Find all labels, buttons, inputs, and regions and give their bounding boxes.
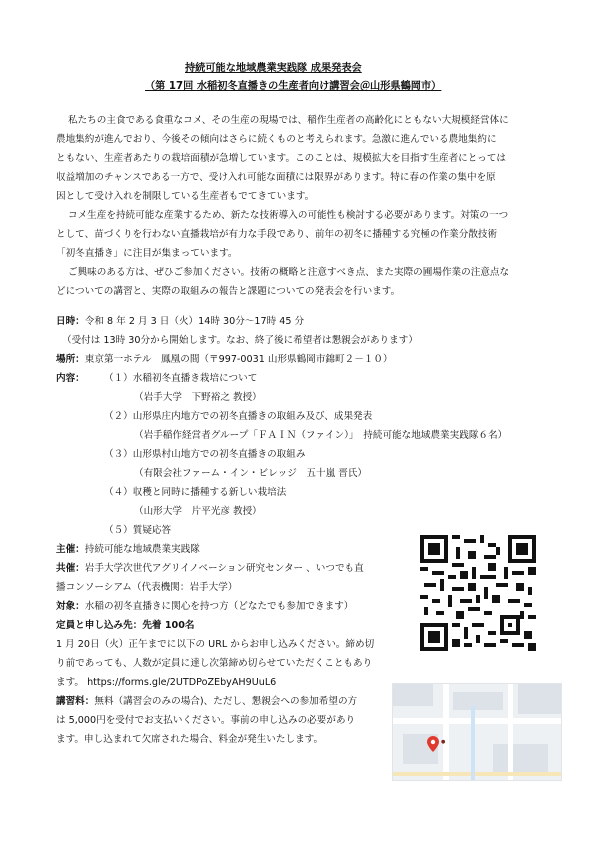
venue-value: 東京第一ホテル 鳳凰の間（〒997-0031 山形県鶴岡市錦町２－１０） <box>84 354 393 365</box>
fee-label: 講習料： <box>56 696 95 707</box>
page-title: 持続可能な地域農業実践隊 成果発表会 <box>185 63 362 74</box>
fee-row <box>56 693 357 707</box>
datetime-label: 日時： <box>56 316 85 327</box>
intro-line: 農地集約が進んでおり、今後その傾向はさらに続くものと考えられます。急激に進んでいる農地集約に <box>56 134 497 145</box>
program-item-title: （１）水稲初冬直播き栽培について <box>104 373 258 384</box>
intro-line: 収益増加のチャンスである一方で、受け入れ可能な面積には限界があります。特に春の作業の集中を原 <box>56 172 496 183</box>
qr-code-icon[interactable] <box>420 535 536 651</box>
cosponsor-line2: 播コンソーシアム（代表機関：岩手大学） <box>56 582 238 593</box>
cosponsor-value: 岩手大学次世代アグリイノベーション研究センター 、いつでも直 <box>84 563 364 574</box>
page-subtitle: （第 17回 水稲初冬直播きの生産者向け講習会＠山形県鶴岡市） <box>145 81 442 92</box>
program-item-detail: （山形大学 片平光彦 教授） <box>134 506 262 517</box>
fee-line: は 5,000円を受付でお支払いください。事前の申し込みの必要があり <box>56 715 356 726</box>
program-item-title: （５）質疑応答 <box>104 525 172 536</box>
map-icon[interactable] <box>392 683 562 781</box>
capacity-heading: 定員と申し込み先：先着 100名 <box>56 620 195 631</box>
intro-line: 因として受け入れを制限している生産者もでてきています。 <box>56 191 315 202</box>
map-block <box>453 692 503 710</box>
map-block <box>518 684 561 714</box>
fee-line: ます。申し込まれて欠席された場合、料金が発生いたします。 <box>56 734 324 745</box>
intro-line: どについての講習と、実際の取組みの報告と課題についての発表会を行います。 <box>56 286 401 297</box>
program-item-title: （３）山形県村山地方での初冬直播きの取組み <box>104 449 306 460</box>
map-road <box>393 718 561 724</box>
venue-row <box>56 351 393 365</box>
program-item-detail: （有限会社ファーム・イン・ビレッジ 五十嵐 晋氏） <box>134 468 368 479</box>
intro-line: 「初冬直播き」に注目が集まっています。 <box>56 248 238 259</box>
program-item-detail: （岩手大学 下野裕之 教授） <box>134 392 262 403</box>
map-road <box>393 772 561 776</box>
target-value: 水稲の初冬直播きに関心を持つ方（どなたでも参加できます） <box>84 601 354 612</box>
target-row <box>56 598 353 612</box>
target-label: 対象： <box>56 601 85 612</box>
content-label: 内容： <box>56 373 85 384</box>
intro-line: コメ生産を持続可能な産業するため、新たな技術導入の可能性も検討する必要があります。対策の一つ <box>68 210 509 221</box>
map-place-marker: ● <box>441 739 446 745</box>
intro-line: 私たちの主食である食重なコメ、その生産の現場では、稲作生産者の高齢化にともない大規模経営体に <box>68 115 509 126</box>
apply-line: り前であっても、人数が定員に達し次第締め切らせていただくこともあり <box>56 658 373 669</box>
organizer-value: 持続可能な地域農業実践隊 <box>84 544 200 555</box>
fee-value: 無料（講習会のみの場合)、ただし、懇親会への参加希望の方 <box>94 696 358 707</box>
map-road <box>508 684 513 780</box>
map-river <box>471 706 475 780</box>
cosponsor-row <box>56 560 364 574</box>
cosponsor-label: 共催： <box>56 563 85 574</box>
program-item-title: （４）収穫と同時に播種する新しい栽培法 <box>104 487 287 498</box>
datetime-row <box>56 313 304 327</box>
map-block <box>393 684 433 706</box>
apply-url-line[interactable]: ます。 https://forms.gle/2UTDPoZEbyAH9UuL6 <box>56 677 277 688</box>
reception-note: （受付は 13時 30分から開始します。なお、終了後に希望者は懇親会があります） <box>62 335 418 346</box>
venue-label: 場所： <box>56 354 85 365</box>
intro-line: ともない、生産者あたりの栽培面積が急増しています。このことは、規模拡大を目指す生産者にとっては <box>56 153 506 164</box>
apply-line: 1 月 20日（火）正午までに以下の URL からお申し込みください。締め切 <box>56 639 375 650</box>
organizer-row <box>56 541 200 555</box>
organizer-label: 主催： <box>56 544 85 555</box>
datetime-value: 令和 8 年 2 月 3 日（火）14時 30分～17時 45 分 <box>84 316 305 327</box>
program-item-title: （２）山形県庄内地方での初冬直播きの取組み及び、成果発表 <box>104 411 373 422</box>
program-item-detail: （岩手稲作経営者グループ「ＦＡＩＮ（ファイン）」 持続可能な地域農業実践隊６名） <box>134 430 508 441</box>
map-road <box>443 684 449 780</box>
map-block <box>493 744 548 772</box>
map-pin-icon <box>427 736 439 755</box>
intro-line: ご興味のある方は、ぜひご参加ください。技術の概略と注意すべき点、また実際の圃場作業の注意点な <box>68 267 510 278</box>
intro-line: として、苗づくりを行わない直播栽培が有力な手段であり、前年の初冬に播種する究極の作業分散技術 <box>56 229 498 240</box>
